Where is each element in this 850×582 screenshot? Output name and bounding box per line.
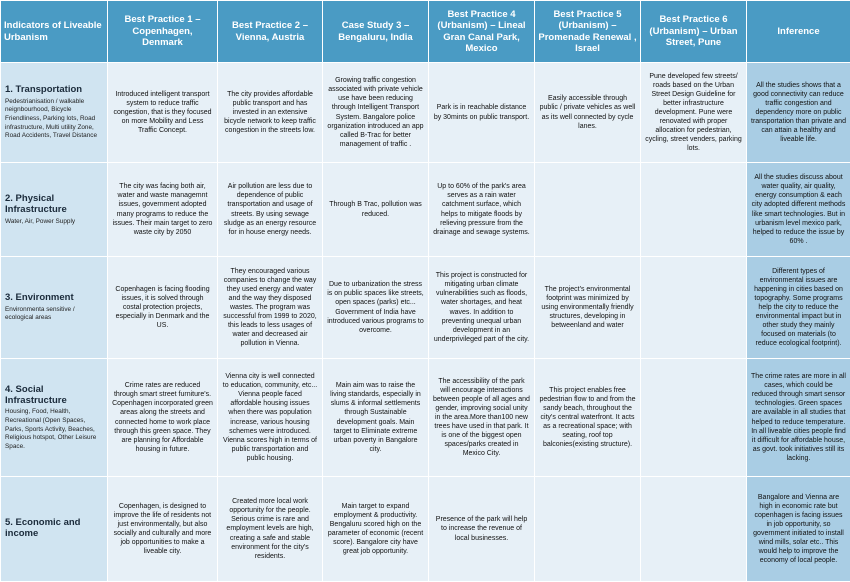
table-cell: Pune developed few streets/ roads based on the Urban Street Design Guideline for better infrastructure development. Pune were renovated with proper allocation for pedestrian, cycling, street venders, parking lots. bbox=[641, 63, 747, 163]
table-cell: The city was facing both air, water and waste managemnt issues, government adopted many programs to reduce the issues. Their main target to zero waste city by 2050 bbox=[108, 163, 218, 257]
header-best-practice-5: Best Practice 5 (Urbanism) – Promenade Renewal , Israel bbox=[535, 1, 641, 63]
table-cell: Air pollution are less due to dependence of public transportation and usage of streets. By using sewage sludge as an energy resource for in house energy needs. bbox=[218, 163, 323, 257]
inference-cell: Bangalore and Vienna are high in economic rate but copenhagen is facing issues in job opportunity, so government initiated to install wind mills, solar etc.. This would help to improve the economy of local people. bbox=[747, 477, 850, 582]
table-cell: Created more local work opportunity for the people. Serious crime is rare and employment levels are high, creating a safe and stable environment for the city's residents. bbox=[218, 477, 323, 582]
header-best-practice-2: Best Practice 2 – Vienna, Austria bbox=[218, 1, 323, 63]
table-cell: Park is in reachable distance by 30mints on public transport. bbox=[429, 63, 535, 163]
row-subtitle: Environmenta sensitive / ecological areas bbox=[5, 306, 103, 323]
row-title: 3. Environment bbox=[5, 292, 103, 303]
header-inference: Inference bbox=[747, 1, 850, 63]
row-title: 5. Economic and income bbox=[5, 517, 103, 540]
row-subtitle: Pedestrianisation / walkable neignbourhood, Bicycle Friendliness, Parking lots, Road infrastructure, Multi utility Zone, Road Accidents, Travel Distance bbox=[5, 98, 103, 141]
row-title: 2. Physical Infrastructure bbox=[5, 193, 103, 216]
inference-cell: All the studies discuss about water quality, air quality, energy consumption & each city adopted different methods like smart technologies. But in urbanism level mexico park, helped to reduce the issue by 60% . bbox=[747, 163, 850, 257]
table-row-social-infrastructure bbox=[1, 359, 850, 477]
table-cell: Crime rates are reduced through smart street furniture's. Copenhagen incorporated green areas along the streets and connected home to work place through this green space. They are planning for Affordable housing in future. bbox=[108, 359, 218, 477]
table-row-transportation bbox=[1, 63, 850, 163]
inference-cell: All the studies shows that a good connectivity can reduce traffic congestion and dependency more on public transportation than private and can attain a healthy and liveable life. bbox=[747, 63, 850, 163]
row-subtitle: Housing, Food, Health, Recreational (Open Spaces, Parks, Sports Activity, Beaches, Religious hotspot, Other Leisure Space. bbox=[5, 408, 103, 451]
row-title: 1. Transportation bbox=[5, 84, 103, 95]
inference-cell: Different types of environmental issues are happening in cities based on topography. Some programs help the city to reduce the environmental impact but in other study they mainly focused on materials (to reduce ecological footprint). bbox=[747, 257, 850, 359]
table-cell: The project's environmental footprint was minimized by using environmentally friendly structures, developing in betweenland and water bbox=[535, 257, 641, 359]
table-cell: Introduced intelligent transport system to reduce traffic congestion, that is they focused on more Mobility and Less Traffic Concept. bbox=[108, 63, 218, 163]
header-case-study-3: Case Study 3 – Bengaluru, India bbox=[323, 1, 429, 63]
table-row-environment bbox=[1, 257, 850, 359]
table-cell bbox=[641, 163, 747, 257]
table-cell: Up to 60% of the park's area serves as a rain water catchment surface, which helps to mitigate floods by relieving pressure from the drainage and sewage systems. bbox=[429, 163, 535, 257]
table-cell bbox=[535, 163, 641, 257]
row-title: 4. Social Infrastructure bbox=[5, 384, 103, 407]
table-row-physical-infrastructure bbox=[1, 163, 850, 257]
row-header bbox=[1, 477, 108, 582]
table-cell bbox=[535, 477, 641, 582]
table-cell bbox=[641, 257, 747, 359]
table-cell: This project enables free pedestrian flow to and from the sandy beach, throughout the city's central waterfront. It acts as a recreational space; with seating, roof top balconies(existing structure). bbox=[535, 359, 641, 477]
table-cell: The accessibility of the park will encourage interactions between people of all ages and gender, improving social unity in the area.More than100 new trees have used in that park. It is one of the biggest open spaces/parks created in Mexico City. bbox=[429, 359, 535, 477]
table-cell: Growing traffic congestion associated with private vehicle use have been reducing through Intelligent Transport System. Bangalore police organization introduced an app called B-Trac for better management of traffic . bbox=[323, 63, 429, 163]
table-cell bbox=[641, 477, 747, 582]
row-header bbox=[1, 257, 108, 359]
row-header bbox=[1, 359, 108, 477]
table-cell: This project is constructed for mitigating urban climate vulnerabilities such as floods, water shortages, and heat waves. In addition to preventing unequal urban development in an underprivileged part of the city. bbox=[429, 257, 535, 359]
row-header bbox=[1, 63, 108, 163]
table-cell: Main target to expand employment & productivity. Bengaluru scored high on the parameter of economic (recent score). Bangalore city have great job opportunity. bbox=[323, 477, 429, 582]
table-cell: The city provides affordable public transport and has invested in an extensive bicycle network to keep traffic congestion in the streets low. bbox=[218, 63, 323, 163]
table-cell: Due to urbanization the stress is on public spaces like streets, open spaces (parks) etc... Government of India have introduced various programs to overcome. bbox=[323, 257, 429, 359]
header-best-practice-4: Best Practice 4 (Urbanism) – Lineal Gran Canal Park, Mexico bbox=[429, 1, 535, 63]
table-cell: Main aim was to raise the living standards, especially in slums & informal settlements through Sustainable development goals. Main target to Eliminate extreme urban poverty in Bangalore city. bbox=[323, 359, 429, 477]
header-best-practice-6: Best Practice 6 (Urbanism) – Urban Street, Pune bbox=[641, 1, 747, 63]
table-cell: Through B Trac, pollution was reduced. bbox=[323, 163, 429, 257]
inference-cell: The crime rates are more in all cases, which could be reduced through smart sensor technologies. Green spaces are available in all studies that helped to reduce temperature. In all liveable cities people find it difficult for affordable house, as govt. took initiatives still its lacking. bbox=[747, 359, 850, 477]
table-cell: Easily accessible through public / private vehicles as well as its well connected by cycle lanes. bbox=[535, 63, 641, 163]
header-indicators: Indicators of Liveable Urbanism bbox=[1, 1, 108, 63]
table-cell: Copenhagen is facing flooding issues, it is solved through costal protection projects, especially in Denmark and the US. bbox=[108, 257, 218, 359]
table-cell: Copenhagen, is designed to improve the life of residents not just environmentally, but also socially and culturally and more job opportunities to make a liveable city. bbox=[108, 477, 218, 582]
table-cell: Presence of the park will help to increase the revenue of local businesses. bbox=[429, 477, 535, 582]
row-header bbox=[1, 163, 108, 257]
header-row bbox=[1, 1, 850, 63]
table-cell: They encouraged various companies to change the way they used energy and water and the way they disposed wastes. The program was successful from 1999 to 2020, this leads to less usages of water and decreased air pollution in Vienna. bbox=[218, 257, 323, 359]
table-row-economic-income bbox=[1, 477, 850, 582]
header-best-practice-1: Best Practice 1 – Copenhagen, Denmark bbox=[108, 1, 218, 63]
table-cell bbox=[641, 359, 747, 477]
row-subtitle: Water, Air, Power Supply bbox=[5, 218, 103, 227]
table-cell: Vienna city is well connected to education, community, etc... Vienna people faced affordable housing issues when there was population increase, various housing schemes were introduced. Vienna scores high in terms of public transportation and public housing. bbox=[218, 359, 323, 477]
